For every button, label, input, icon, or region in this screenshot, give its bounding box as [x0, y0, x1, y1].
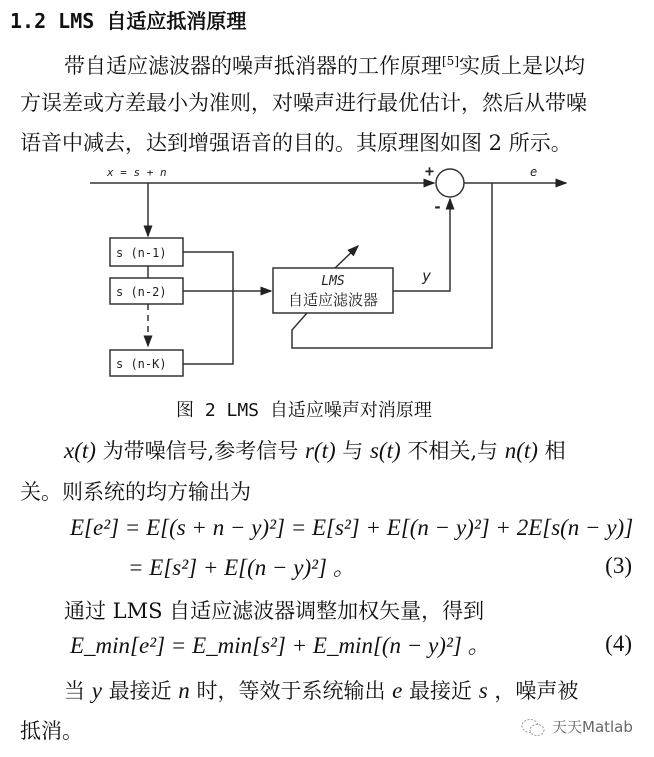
- figure-caption: 图 2 LMS 自适应噪声对消原理: [176, 400, 432, 421]
- plus-sign: +: [425, 162, 435, 180]
- input-label: x = s + n: [107, 166, 167, 179]
- delay-label-k: s (n-K): [116, 357, 167, 371]
- lms-label: LMS: [321, 274, 345, 289]
- math: n: [178, 678, 190, 703]
- equation-number-3: (3): [605, 553, 632, 578]
- error-feedback: [292, 183, 492, 348]
- y-label: y: [422, 267, 432, 285]
- text: 为带噪信号,参考信号: [95, 439, 305, 463]
- paragraph-line: 语音中减去，达到增强语音的目的。其原理图如图 2 所示。: [20, 131, 572, 155]
- text: 相: [537, 439, 566, 463]
- paragraph-line: 关。则系统的均方输出为: [20, 480, 251, 504]
- paragraph-line: 通过 LMS 自适应滤波器调整加权矢量，得到: [64, 599, 485, 623]
- paragraph-line: [64, 676, 578, 706]
- math: e: [392, 678, 403, 703]
- math: s(t): [369, 438, 401, 463]
- math: x(t): [64, 438, 96, 463]
- paragraph-line: 抵消。: [20, 719, 83, 743]
- text: 最接近: [101, 679, 179, 703]
- math: r(t): [304, 438, 336, 463]
- section-title: 1.2 LMS 自适应抵消原理: [10, 9, 247, 33]
- citation[interactable]: [5]: [442, 54, 459, 68]
- paragraph-line: 方误差或方差最小为准则，对噪声进行最优估计，然后从带噪: [20, 91, 587, 115]
- text: 带自适应滤波器的噪声抵消器的工作原理: [64, 54, 442, 78]
- watermark: [520, 716, 633, 737]
- equation-3a: E[e²] = E[(s + n − y)²] = E[s²] + E[(n − y)²] + 2E[s(n − y)]: [70, 515, 634, 540]
- equation-4: E_min[e²] = E_min[s²] + E_min[(n − y)²] 。: [70, 633, 491, 658]
- text: 当: [64, 679, 92, 703]
- minus-sign: -: [433, 198, 443, 216]
- equation-3b: = E[s²] + E[(n − y)²] 。: [128, 555, 356, 580]
- summing-junction: [436, 169, 464, 197]
- delay-label-2: s (n-2): [116, 285, 167, 299]
- wechat-icon: [520, 717, 546, 737]
- text: ，噪声被: [487, 679, 579, 703]
- math: n(t): [504, 438, 538, 463]
- text: 实质上是以均: [459, 54, 585, 78]
- adapt-arrow: [335, 246, 358, 268]
- math: y: [91, 678, 102, 703]
- math: s: [478, 678, 488, 703]
- watermark-text: 天天Matlab: [552, 718, 633, 736]
- output-label: e: [530, 165, 538, 179]
- text: 不相关,与: [400, 439, 505, 463]
- delay-label-1: s (n-1): [116, 246, 167, 260]
- text: 与: [335, 439, 370, 463]
- text: 最接近: [402, 679, 479, 703]
- filter-label: 自适应滤波器: [287, 291, 379, 309]
- equation-number-4: (4): [605, 631, 632, 656]
- text: 时，等效于系统输出: [189, 679, 393, 703]
- paragraph-line: [64, 436, 566, 466]
